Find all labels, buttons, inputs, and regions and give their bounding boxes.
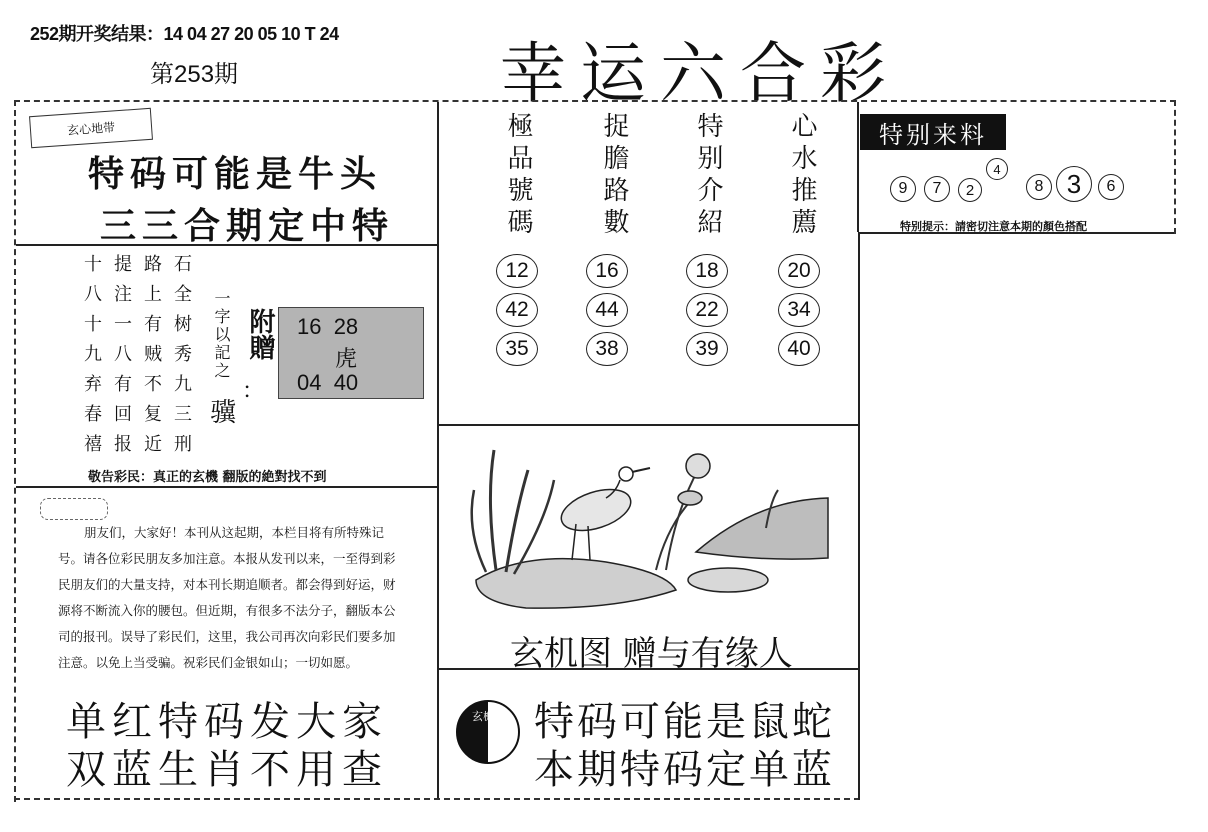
poem-grid: [84, 252, 204, 458]
hint-line-1: 特码可能是牛头: [88, 153, 383, 195]
digit-circle: 4: [986, 158, 1008, 180]
gift-label: 附贈: [245, 308, 275, 360]
poem-char: 八: [114, 344, 132, 365]
poem-char: 三: [174, 404, 192, 425]
picture-caption: 玄机图 赠与有缘人: [510, 634, 793, 674]
column-label-2: 捉膽路數: [599, 112, 629, 240]
last-result-text: 252期开奖结果：14 04 27 20 05 10 T 24: [30, 24, 339, 44]
poem-char: 有: [144, 314, 162, 335]
poem-char: 秀: [174, 344, 192, 365]
footer-line-2: 双蓝生肖不用查: [66, 747, 388, 793]
digit-circle: 3: [1056, 166, 1092, 202]
middle-divider-1: [439, 424, 859, 426]
column-label-4: 心水推薦: [787, 112, 817, 240]
warning-text: 敬告彩民：真正的玄機 翻版的絶對找不到: [88, 470, 327, 485]
gift-row-1: 16 28: [297, 314, 359, 339]
outer-frame-right-upper: [1174, 100, 1176, 234]
outer-frame-bottom: [14, 798, 860, 800]
digit-circle: 6: [1098, 174, 1124, 200]
issue-number: 第253期: [150, 61, 239, 88]
digit-circle: 2: [958, 178, 982, 202]
number-circle: 38: [586, 332, 628, 366]
number-circle: 22: [686, 293, 728, 327]
column-label-3: 特别介紹: [693, 112, 723, 240]
poem-char: 不: [144, 374, 162, 395]
special-title: 特别来料: [860, 114, 1006, 150]
number-circle: 42: [496, 293, 538, 327]
yinyang-icon: [456, 700, 520, 764]
footer-line-1: 单红特码发大家: [66, 699, 388, 745]
gift-number-box: [278, 307, 424, 399]
number-circle: 39: [686, 332, 728, 366]
corner-tag: 玄心地带: [29, 108, 153, 148]
hint-line-2: 三三合期定中特: [100, 205, 395, 247]
poem-char: 全: [174, 284, 192, 305]
poem-char: 注: [114, 284, 132, 305]
yinyang-text: 玄機: [472, 710, 494, 723]
poem-char: 回: [114, 404, 132, 425]
poem-char: 八: [84, 284, 102, 305]
poem-char: 九: [84, 344, 102, 365]
poem-char: 十: [84, 254, 102, 275]
number-circle: 35: [496, 332, 538, 366]
left-divider-2: [16, 486, 438, 488]
number-circle: 40: [778, 332, 820, 366]
poem-char: 有: [114, 374, 132, 395]
gift-row-3: 04 40: [297, 370, 359, 395]
digit-circle: 9: [890, 176, 916, 202]
side-note: 一字以記之: [212, 290, 231, 380]
poem-char: 近: [144, 434, 162, 455]
poem-char: 石: [174, 254, 192, 275]
poem-char: 贼: [144, 344, 162, 365]
poem-char: 春: [84, 404, 102, 425]
number-circle: 12: [496, 254, 538, 288]
outer-frame-right-lower: [858, 232, 860, 800]
poem-char: 一: [114, 314, 132, 335]
bottom-hint-1: 特码可能是鼠蛇: [534, 699, 835, 745]
number-circle: 44: [586, 293, 628, 327]
number-circle: 34: [778, 293, 820, 327]
gift-colon: ：: [242, 379, 265, 404]
poem-char: 报: [114, 434, 132, 455]
number-circle: 16: [586, 254, 628, 288]
number-circle: 20: [778, 254, 820, 288]
article-decoration: [40, 498, 108, 520]
bottom-hint-2: 本期特码定单蓝: [534, 747, 835, 793]
page-title: 幸运六合彩: [500, 35, 900, 112]
poem-char: 十: [84, 314, 102, 335]
article-body: 朋友们，大家好！本刊从这起期，本栏目将有所特殊记号。请各位彩民朋友多加注意。本报从发刊以来，一至得到彩民朋友们的大量支持，对本刊长期追顺者。都会得到好运，财源将不断流入你的腰包。但近期，有很多不法分子，翻版本公司的报刊。误导了彩民们，这里，我公司再次向彩民们要多加注意。以免上当受骗。祝彩民们金银如山；一切如愿。: [58, 525, 396, 670]
poem-char: 弃: [84, 374, 102, 395]
gift-mark: 骥: [210, 398, 237, 428]
bird-lotus-illustration: [466, 440, 834, 620]
special-hint: 特别提示：請密切注意本期的顏色搭配: [900, 220, 1087, 233]
left-column-divider: [437, 102, 439, 798]
poem-char: 禧: [84, 434, 102, 455]
column-label-1: 極品號碼: [503, 112, 533, 240]
digit-circle: 7: [924, 176, 950, 202]
middle-column-divider: [857, 102, 859, 232]
poem-char: 九: [174, 374, 192, 395]
gift-row-2: 虎: [335, 347, 358, 372]
poem-char: 复: [144, 404, 162, 425]
number-circle: 18: [686, 254, 728, 288]
poem-char: 上: [144, 284, 162, 305]
poem-char: 提: [114, 254, 132, 275]
poem-char: 刑: [174, 434, 192, 455]
poem-char: 树: [174, 314, 192, 335]
digit-circle: 8: [1026, 174, 1052, 200]
poem-char: 路: [144, 254, 162, 275]
